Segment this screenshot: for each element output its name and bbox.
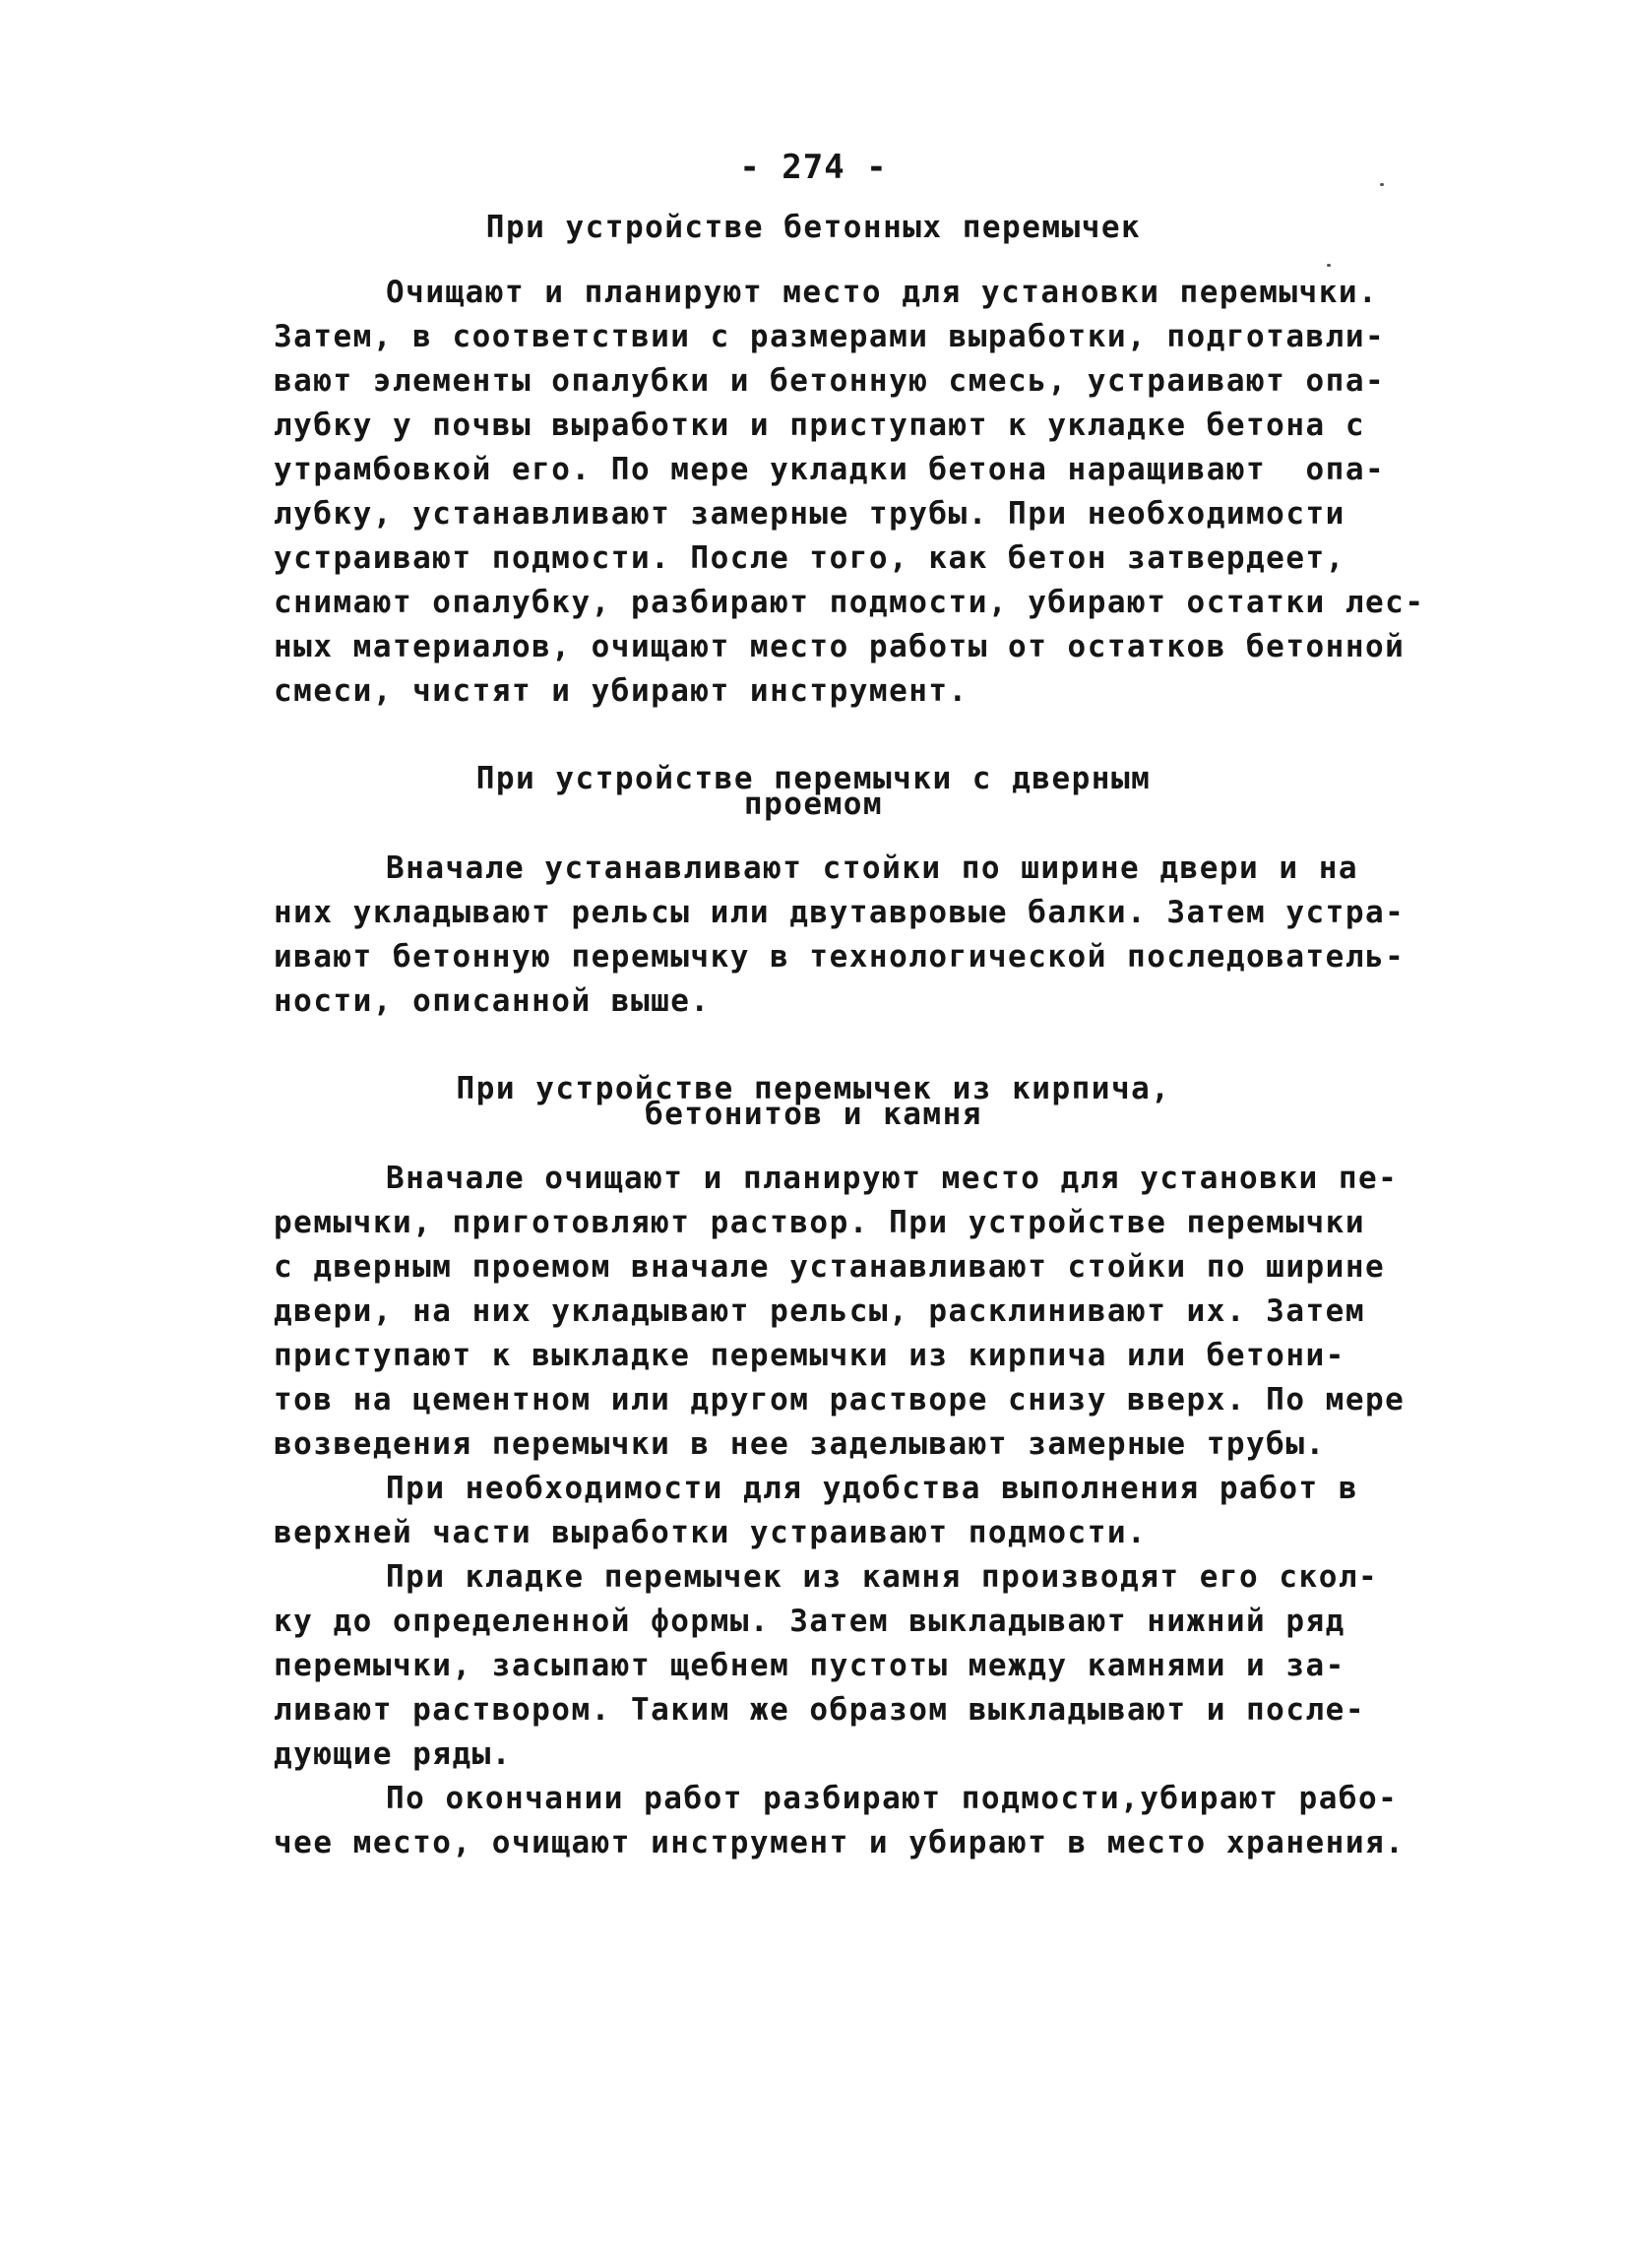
paragraph-line: перемычки, засыпают щебнем пустоты между камнями и за- (274, 1648, 1345, 1683)
paragraph-line: чее место, очищают инструмент и убирают в место хранения. (274, 1825, 1406, 1860)
paragraph-line: ивают бетонную перемычку в технологической последователь- (274, 939, 1406, 975)
paragraph-line: Вначале очищают и планируют место для установки пе- (386, 1161, 1399, 1196)
paragraph-line: устраивают подмости. После того, как бетон затвердеет, (274, 540, 1345, 576)
paragraph-line: Вначале устанавливают стойки по ширине двери и на (386, 850, 1359, 886)
paragraph-line: них укладывают рельсы или двутавровые балки. Затем устра- (274, 895, 1406, 930)
section-heading: При устройстве бетонных перемычек (485, 210, 1142, 245)
paragraph-line: верхней части выработки устраивают подмости. (274, 1515, 1148, 1550)
section-heading: бетонитов и камня (645, 1097, 982, 1132)
section-heading: проемом (743, 787, 884, 822)
paragraph-line: ливают раствором. Таким же образом выкладывают и после- (274, 1692, 1365, 1728)
paragraph-line: По окончании работ разбирают подмости,убирают рабо- (386, 1781, 1399, 1816)
paragraph-line: Затем, в соответствии с размерами выработки, подготавли- (274, 319, 1386, 354)
paragraph-line: дующие ряды. (274, 1736, 512, 1772)
paragraph-line: ности, описанной выше. (274, 983, 711, 1019)
paragraph-line: приступают к выкладке перемычки из кирпича или бетони- (274, 1338, 1345, 1373)
paragraph-line: смеси, чистят и убирают инструмент. (274, 673, 969, 709)
paragraph-line: снимают опалубку, разбирают подмости, убирают остатки лес- (274, 585, 1425, 620)
paragraph-line: лубку, устанавливают замерные трубы. При необходимости (274, 496, 1345, 532)
paragraph-line: с дверным проемом вначале устанавливают стойки по ширине (274, 1249, 1386, 1285)
paragraph-line: При необходимости для удобства выполнения работ в (386, 1471, 1359, 1506)
paragraph-line: двери, на них укладывают рельсы, расклинивают их. Затем (274, 1293, 1365, 1329)
scan-speck (1380, 183, 1384, 186)
paragraph-line: Очищают и планируют место для установки перемычки. (386, 275, 1379, 310)
section-heading: При устройстве перемычки с дверным (475, 761, 1152, 796)
paragraph-line: При кладке перемычек из камня производят его скол- (386, 1559, 1379, 1595)
paragraph-line: ку до определенной формы. Затем выкладывают нижний ряд (274, 1604, 1345, 1639)
paragraph-line: возведения перемычки в нее заделывают замерные трубы. (274, 1426, 1326, 1462)
scan-speck (1327, 264, 1331, 267)
paragraph-line: ных материалов, очищают место работы от остатков бетонной (274, 629, 1406, 664)
paragraph-line: утрамбовкой его. По мере укладки бетона наращивают опа- (274, 452, 1386, 487)
paragraph-line: тов на цементном или другом растворе снизу вверх. По мере (274, 1382, 1406, 1418)
paragraph-line: ремычки, приготовляют раствор. При устройстве перемычки (274, 1205, 1365, 1240)
paragraph-line: лубку у почвы выработки и приступают к укладке бетона с (274, 408, 1365, 443)
section-heading: При устройстве перемычек из кирпича, (456, 1071, 1171, 1106)
paragraph-line: вают элементы опалубки и бетонную смесь, устраивают опа- (274, 363, 1386, 399)
page-number: - 274 - (739, 148, 888, 187)
